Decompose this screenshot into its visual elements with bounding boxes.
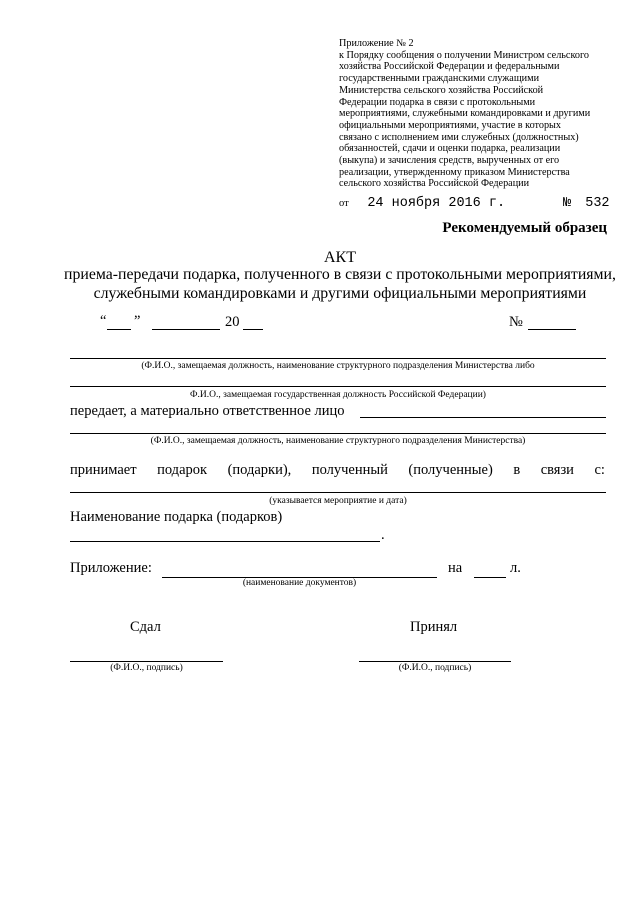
gift-name-end: . [381,527,385,543]
accepts-word: в [513,462,521,478]
responsible-person-field-2[interactable] [70,433,606,434]
transfers-text: передает, а материально ответственное лицо [70,403,345,419]
order-number-label: № [563,196,572,211]
accepts-word: подарок [157,462,208,478]
gift-name-label: Наименование подарка (подарков) [70,509,283,525]
month-field[interactable] [152,329,220,330]
appendix-line: к Порядку сообщения о получении Министром сельского [339,49,589,61]
sheets-count-field[interactable] [474,577,506,578]
act-subtitle-line1: приема-передачи подарка, полученного в связи с протокольными мероприятиями, [64,266,616,283]
act-number-label: № [509,314,523,330]
order-number: 532 [585,196,610,211]
act-title: АКТ [324,249,356,266]
appendix-line: мероприятиями, служебными командировками и другими [339,108,591,120]
date-open-quote: “ [100,313,107,329]
fio-ministry-hint: (Ф.И.О., замещаемая должность, наименование структурного подразделения Министерства) [150,436,526,446]
appendix-line: официальными мероприятиями, участие в которых [339,119,561,131]
appendix-line: Приложение № 2 [339,38,414,49]
appendix-line: Министерства сельского хозяйства Российской [339,84,544,96]
event-hint: (указывается мероприятие и дата) [269,496,407,506]
gift-name-field[interactable] [70,541,380,542]
sample-label: Рекомендуемый образец [442,220,607,236]
accepts-word: (подарки), [227,462,292,478]
handed-signature-hint: (Ф.И.О., подпись) [110,663,183,673]
appendix-line: государственными гражданскими служащими [339,73,540,85]
handed-signature-field[interactable] [70,661,223,662]
responsible-person-field[interactable] [360,417,606,418]
accepts-word: полученный [311,462,388,478]
order-date: 24 ноября 2016 г. [367,196,506,211]
appendix-line: сельского хозяйства Российской Федерации [339,178,530,190]
date-close-quote: ” [134,313,141,329]
appendix-line: связано с исполнением ими служебных (должностных) [339,131,579,143]
act-number-field[interactable] [528,329,576,330]
event-field[interactable] [70,492,606,493]
received-label: Принял [410,619,458,635]
year-prefix: 20 [225,314,240,330]
fio-hint-line2: Ф.И.О., замещаемая государственная должность Российской Федерации) [190,390,486,400]
appendix-line: реализации, утвержденному приказом Министерства [339,166,570,178]
order-reference [339,196,610,211]
accepts-word: (полученные) [408,462,493,478]
appendix-line: обязанностей, сдачи и оценки подарка, реализации [339,143,561,155]
transferring-person-field-2[interactable] [70,386,606,387]
accepts-word: связи [540,462,574,478]
handed-label: Сдал [130,619,161,635]
day-field[interactable] [107,329,131,330]
appendix-block [339,38,619,190]
received-signature-field[interactable] [359,661,511,662]
documents-hint: (наименование документов) [242,578,357,588]
appendix-line: (выкупа) и зачисления средств, вырученных от его [339,155,560,167]
year-field[interactable] [243,329,263,330]
act-subtitle-line2: служебными командировками и другими официальными мероприятиями [93,285,587,302]
received-signature-hint: (Ф.И.О., подпись) [398,663,472,673]
accepts-word: принимает [70,462,137,478]
accepts-word: с: [594,462,605,478]
on-label: на [448,560,463,576]
attachment-label: Приложение: [70,560,152,576]
order-from-label: от [339,198,349,209]
appendix-line: хозяйства Российской Федерации и федеральными [339,61,560,73]
appendix-line: Федерации подарка в связи с протокольными [339,96,536,108]
accepts-row [70,462,605,479]
transferring-person-field[interactable] [70,358,606,359]
fio-hint-line1: (Ф.И.О., замещаемая должность, наименование структурного подразделения Министерства либо [141,361,535,371]
sheets-label: л. [510,560,521,576]
